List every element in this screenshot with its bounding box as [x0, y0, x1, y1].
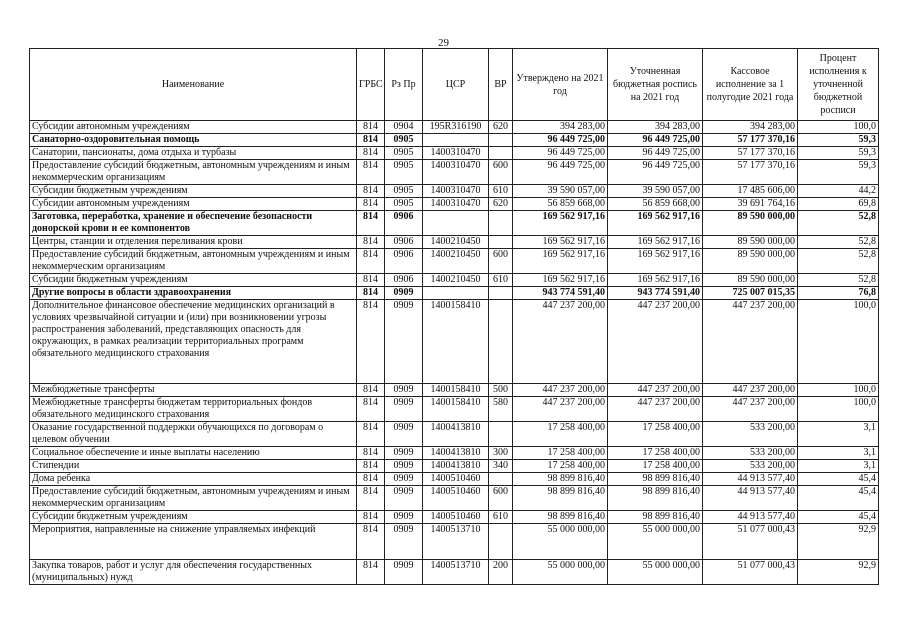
cell-cash: 44 913 577,40	[703, 473, 798, 486]
cell-name: Социальное обеспечение и иные выплаты населению	[30, 447, 357, 460]
cell-percent: 45,4	[798, 486, 879, 511]
cell-percent: 59,3	[798, 147, 879, 160]
cell-refined: 447 237 200,00	[608, 397, 703, 422]
cell-rzpr: 0905	[385, 160, 423, 185]
cell-grbs: 814	[357, 422, 385, 447]
cell-grbs: 814	[357, 511, 385, 524]
cell-cash: 533 200,00	[703, 447, 798, 460]
cell-approved: 943 774 591,40	[513, 287, 608, 300]
cell-rzpr: 0909	[385, 447, 423, 460]
cell-csr: 195R316190	[423, 121, 489, 134]
cell-approved: 17 258 400,00	[513, 460, 608, 473]
table-row	[30, 287, 879, 300]
table-row	[30, 249, 879, 274]
table-row	[30, 524, 879, 560]
cell-cash: 57 177 370,16	[703, 147, 798, 160]
cell-rzpr: 0909	[385, 300, 423, 384]
cell-refined: 56 859 668,00	[608, 198, 703, 211]
cell-refined: 98 899 816,40	[608, 486, 703, 511]
cell-cash: 17 485 606,00	[703, 185, 798, 198]
cell-approved: 56 859 668,00	[513, 198, 608, 211]
cell-approved: 169 562 917,16	[513, 274, 608, 287]
cell-rzpr: 0906	[385, 274, 423, 287]
cell-percent: 59,3	[798, 160, 879, 185]
cell-rzpr: 0909	[385, 473, 423, 486]
cell-vr: 300	[489, 447, 513, 460]
header-percent: Процент исполнения к уточненной бюджетной росписи	[798, 49, 879, 121]
cell-cash: 89 590 000,00	[703, 274, 798, 287]
cell-refined: 169 562 917,16	[608, 236, 703, 249]
cell-percent: 52,8	[798, 249, 879, 274]
cell-percent: 52,8	[798, 274, 879, 287]
cell-vr: 600	[489, 486, 513, 511]
cell-name: Субсидии автономным учреждениям	[30, 198, 357, 211]
cell-cash: 57 177 370,16	[703, 160, 798, 185]
cell-grbs: 814	[357, 147, 385, 160]
cell-csr: 1400310470	[423, 198, 489, 211]
cell-cash: 39 691 764,16	[703, 198, 798, 211]
cell-cash: 89 590 000,00	[703, 236, 798, 249]
budget-table	[29, 48, 879, 585]
cell-csr: 1400310470	[423, 160, 489, 185]
cell-name: Предоставление субсидий бюджетным, автономным учреждениям и иным некоммерческим организациям	[30, 160, 357, 185]
cell-percent: 45,4	[798, 473, 879, 486]
cell-approved: 39 590 057,00	[513, 185, 608, 198]
cell-refined: 447 237 200,00	[608, 384, 703, 397]
cell-name: Оказание государственной поддержки обучающихся по договорам о целевом обучении	[30, 422, 357, 447]
cell-rzpr: 0904	[385, 121, 423, 134]
cell-refined: 17 258 400,00	[608, 422, 703, 447]
cell-cash: 44 913 577,40	[703, 511, 798, 524]
table-row	[30, 486, 879, 511]
cell-percent: 44,2	[798, 185, 879, 198]
cell-refined: 96 449 725,00	[608, 134, 703, 147]
cell-vr: 600	[489, 160, 513, 185]
table-row	[30, 460, 879, 473]
cell-vr: 600	[489, 249, 513, 274]
cell-name: Субсидии автономным учреждениям	[30, 121, 357, 134]
cell-approved: 447 237 200,00	[513, 300, 608, 384]
cell-approved: 55 000 000,00	[513, 524, 608, 560]
cell-vr	[489, 236, 513, 249]
cell-grbs: 814	[357, 211, 385, 236]
cell-approved: 96 449 725,00	[513, 160, 608, 185]
cell-rzpr: 0909	[385, 460, 423, 473]
cell-name: Субсидии бюджетным учреждениям	[30, 185, 357, 198]
table-row	[30, 160, 879, 185]
cell-csr: 1400513710	[423, 560, 489, 585]
cell-refined: 447 237 200,00	[608, 300, 703, 384]
cell-name: Стипендии	[30, 460, 357, 473]
cell-cash: 51 077 000,43	[703, 524, 798, 560]
cell-grbs: 814	[357, 560, 385, 585]
cell-rzpr: 0905	[385, 134, 423, 147]
cell-grbs: 814	[357, 300, 385, 384]
table-row	[30, 147, 879, 160]
cell-name: Центры, станции и отделения переливания крови	[30, 236, 357, 249]
cell-grbs: 814	[357, 160, 385, 185]
cell-csr: 1400310470	[423, 147, 489, 160]
cell-percent: 3,1	[798, 460, 879, 473]
header-csr: ЦСР	[423, 49, 489, 121]
cell-approved: 17 258 400,00	[513, 447, 608, 460]
cell-csr: 1400510460	[423, 511, 489, 524]
cell-percent: 52,8	[798, 236, 879, 249]
cell-vr	[489, 134, 513, 147]
cell-csr: 1400158410	[423, 384, 489, 397]
table-row	[30, 384, 879, 397]
cell-vr: 620	[489, 121, 513, 134]
cell-vr: 620	[489, 198, 513, 211]
cell-csr: 1400210450	[423, 236, 489, 249]
cell-percent: 3,1	[798, 447, 879, 460]
cell-refined: 96 449 725,00	[608, 147, 703, 160]
cell-grbs: 814	[357, 121, 385, 134]
cell-csr	[423, 211, 489, 236]
cell-rzpr: 0909	[385, 422, 423, 447]
cell-vr: 610	[489, 274, 513, 287]
cell-name: Межбюджетные трансферты	[30, 384, 357, 397]
cell-csr: 1400510460	[423, 473, 489, 486]
cell-grbs: 814	[357, 397, 385, 422]
cell-refined: 55 000 000,00	[608, 524, 703, 560]
header-rzpr: Рз Пр	[385, 49, 423, 121]
cell-vr	[489, 287, 513, 300]
cell-approved: 447 237 200,00	[513, 384, 608, 397]
cell-grbs: 814	[357, 524, 385, 560]
cell-name: Закупка товаров, работ и услуг для обеспечения государственных (муниципальных) нужд	[30, 560, 357, 585]
cell-cash: 44 913 577,40	[703, 486, 798, 511]
cell-refined: 39 590 057,00	[608, 185, 703, 198]
cell-grbs: 814	[357, 473, 385, 486]
table-row	[30, 447, 879, 460]
cell-name: Межбюджетные трансферты бюджетам территориальных фондов обязательного медицинского страхования	[30, 397, 357, 422]
cell-grbs: 814	[357, 447, 385, 460]
table-row	[30, 274, 879, 287]
cell-vr	[489, 422, 513, 447]
cell-vr: 610	[489, 185, 513, 198]
table-row	[30, 236, 879, 249]
cell-vr: 580	[489, 397, 513, 422]
cell-rzpr: 0909	[385, 486, 423, 511]
cell-rzpr: 0906	[385, 249, 423, 274]
cell-rzpr: 0909	[385, 511, 423, 524]
cell-csr	[423, 134, 489, 147]
cell-grbs: 814	[357, 134, 385, 147]
cell-approved: 96 449 725,00	[513, 147, 608, 160]
cell-percent: 100,0	[798, 300, 879, 384]
cell-csr: 1400158410	[423, 397, 489, 422]
header-name: Наименование	[30, 49, 357, 121]
cell-cash: 533 200,00	[703, 460, 798, 473]
table-row	[30, 300, 879, 384]
cell-csr: 1400513710	[423, 524, 489, 560]
cell-refined: 943 774 591,40	[608, 287, 703, 300]
table-row	[30, 198, 879, 211]
cell-approved: 169 562 917,16	[513, 211, 608, 236]
cell-percent: 52,8	[798, 211, 879, 236]
cell-approved: 98 899 816,40	[513, 486, 608, 511]
cell-csr: 1400158410	[423, 300, 489, 384]
cell-percent: 76,8	[798, 287, 879, 300]
cell-approved: 447 237 200,00	[513, 397, 608, 422]
cell-vr: 340	[489, 460, 513, 473]
cell-grbs: 814	[357, 274, 385, 287]
cell-percent: 45,4	[798, 511, 879, 524]
cell-cash: 725 007 015,35	[703, 287, 798, 300]
cell-cash: 447 237 200,00	[703, 384, 798, 397]
cell-name: Мероприятия, направленные на снижение управляемых инфекций	[30, 524, 357, 560]
cell-percent: 100,0	[798, 397, 879, 422]
cell-approved: 169 562 917,16	[513, 249, 608, 274]
cell-grbs: 814	[357, 384, 385, 397]
cell-cash: 89 590 000,00	[703, 249, 798, 274]
cell-csr: 1400310470	[423, 185, 489, 198]
cell-name: Субсидии бюджетным учреждениям	[30, 511, 357, 524]
cell-cash: 394 283,00	[703, 121, 798, 134]
cell-percent: 92,9	[798, 524, 879, 560]
cell-vr: 500	[489, 384, 513, 397]
cell-refined: 17 258 400,00	[608, 460, 703, 473]
cell-csr: 1400413810	[423, 447, 489, 460]
cell-name: Санатории, пансионаты, дома отдыха и турбазы	[30, 147, 357, 160]
cell-grbs: 814	[357, 287, 385, 300]
cell-rzpr: 0909	[385, 384, 423, 397]
header-vr: ВР	[489, 49, 513, 121]
cell-refined: 394 283,00	[608, 121, 703, 134]
cell-name: Заготовка, переработка, хранение и обеспечение безопасности донорской крови и ее компонентов	[30, 211, 357, 236]
cell-name: Предоставление субсидий бюджетным, автономным учреждениям и иным некоммерческим организациям	[30, 249, 357, 274]
table-row	[30, 473, 879, 486]
cell-vr	[489, 300, 513, 384]
cell-refined: 169 562 917,16	[608, 249, 703, 274]
cell-rzpr: 0905	[385, 147, 423, 160]
cell-vr	[489, 211, 513, 236]
cell-grbs: 814	[357, 236, 385, 249]
cell-csr: 1400413810	[423, 422, 489, 447]
cell-rzpr: 0905	[385, 198, 423, 211]
cell-grbs: 814	[357, 185, 385, 198]
cell-rzpr: 0909	[385, 524, 423, 560]
cell-approved: 55 000 000,00	[513, 560, 608, 585]
cell-cash: 51 077 000,43	[703, 560, 798, 585]
cell-name: Другие вопросы в области здравоохранения	[30, 287, 357, 300]
table-body	[30, 121, 879, 585]
cell-vr: 610	[489, 511, 513, 524]
table-row	[30, 560, 879, 585]
cell-csr: 1400210450	[423, 249, 489, 274]
cell-percent: 92,9	[798, 560, 879, 585]
cell-grbs: 814	[357, 198, 385, 211]
cell-name: Предоставление субсидий бюджетным, автономным учреждениям и иным некоммерческим организациям	[30, 486, 357, 511]
cell-csr: 1400210450	[423, 274, 489, 287]
cell-refined: 96 449 725,00	[608, 160, 703, 185]
cell-cash: 89 590 000,00	[703, 211, 798, 236]
cell-grbs: 814	[357, 249, 385, 274]
cell-vr	[489, 147, 513, 160]
cell-name: Санаторно-оздоровительная помощь	[30, 134, 357, 147]
cell-csr: 1400510460	[423, 486, 489, 511]
cell-percent: 59,3	[798, 134, 879, 147]
cell-approved: 17 258 400,00	[513, 422, 608, 447]
cell-refined: 55 000 000,00	[608, 560, 703, 585]
cell-approved: 394 283,00	[513, 121, 608, 134]
cell-csr: 1400413810	[423, 460, 489, 473]
table-row	[30, 121, 879, 134]
cell-refined: 98 899 816,40	[608, 473, 703, 486]
cell-rzpr: 0909	[385, 560, 423, 585]
cell-cash: 57 177 370,16	[703, 134, 798, 147]
table-row	[30, 511, 879, 524]
cell-vr	[489, 473, 513, 486]
cell-refined: 17 258 400,00	[608, 447, 703, 460]
cell-refined: 169 562 917,16	[608, 274, 703, 287]
header-approved: Утверждено на 2021 год	[513, 49, 608, 121]
cell-rzpr: 0905	[385, 185, 423, 198]
header-grbs: ГРБС	[357, 49, 385, 121]
table-row	[30, 134, 879, 147]
cell-name: Дополнительное финансовое обеспечение медицинских организаций в условиях чрезвычайной ситуации и (или) при возникновении угрозы распространения заболеваний, представляющих опасность для окружающих, в рамках реализации территориальных программ обязательного медицинского страхования	[30, 300, 357, 384]
table-row	[30, 397, 879, 422]
cell-cash: 447 237 200,00	[703, 300, 798, 384]
cell-grbs: 814	[357, 460, 385, 473]
cell-cash: 447 237 200,00	[703, 397, 798, 422]
cell-refined: 98 899 816,40	[608, 511, 703, 524]
cell-grbs: 814	[357, 486, 385, 511]
cell-percent: 69,8	[798, 198, 879, 211]
table-row	[30, 185, 879, 198]
cell-name: Субсидии бюджетным учреждениям	[30, 274, 357, 287]
cell-approved: 96 449 725,00	[513, 134, 608, 147]
cell-refined: 169 562 917,16	[608, 211, 703, 236]
cell-name: Дома ребенка	[30, 473, 357, 486]
header-cash: Кассовое исполнение за 1 полугодие 2021 года	[703, 49, 798, 121]
page-number: 29	[438, 37, 449, 49]
cell-percent: 100,0	[798, 121, 879, 134]
cell-percent: 3,1	[798, 422, 879, 447]
cell-rzpr: 0909	[385, 287, 423, 300]
table-header-row	[30, 49, 879, 121]
cell-csr	[423, 287, 489, 300]
cell-rzpr: 0906	[385, 211, 423, 236]
cell-vr: 200	[489, 560, 513, 585]
table-row	[30, 211, 879, 236]
cell-rzpr: 0909	[385, 397, 423, 422]
cell-percent: 100,0	[798, 384, 879, 397]
cell-approved: 169 562 917,16	[513, 236, 608, 249]
cell-cash: 533 200,00	[703, 422, 798, 447]
cell-approved: 98 899 816,40	[513, 473, 608, 486]
header-refined: Уточненная бюджетная роспись на 2021 год	[608, 49, 703, 121]
cell-vr	[489, 524, 513, 560]
cell-rzpr: 0906	[385, 236, 423, 249]
table-row	[30, 422, 879, 447]
cell-approved: 98 899 816,40	[513, 511, 608, 524]
